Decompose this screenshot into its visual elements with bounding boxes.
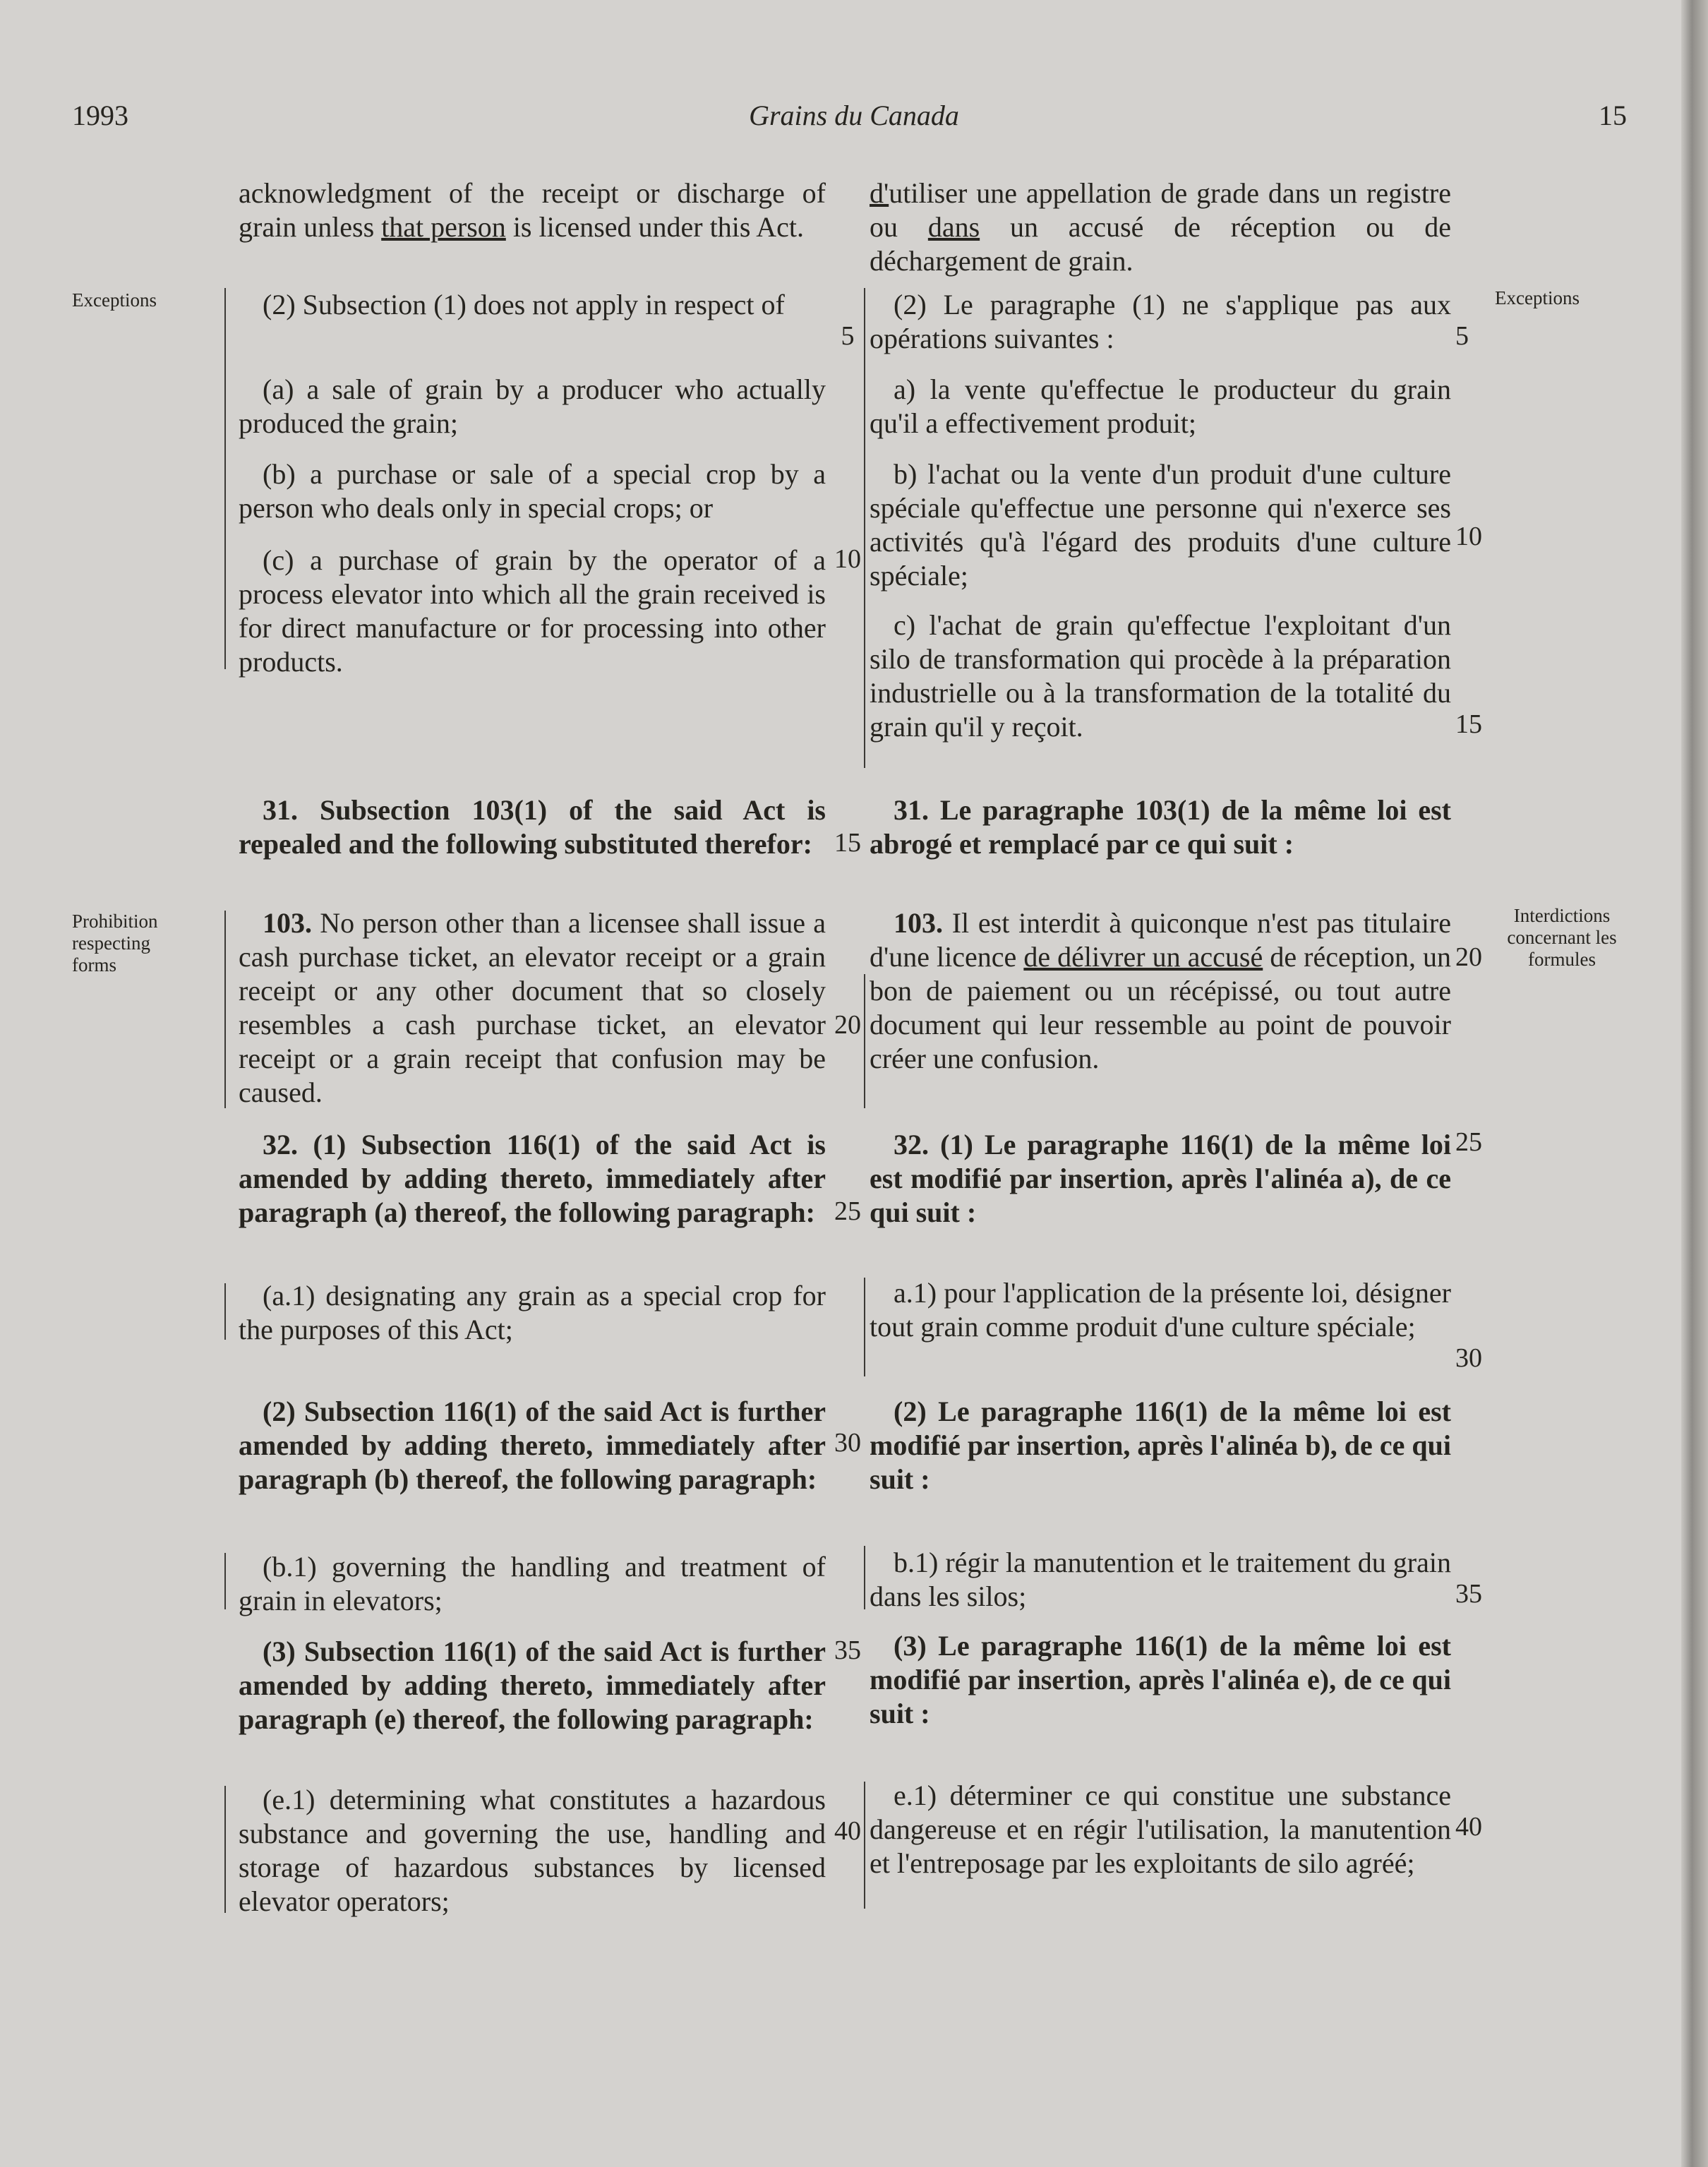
en-section-32-1: 32. (1) Subsection 116(1) of the said Act is amended by adding thereto, immediately after paragraph (a) thereof, the following paragraph: (239, 1129, 826, 1228)
line-number-25: 25 (1455, 1127, 1482, 1157)
fr-subsection-2: (2) Le paragraphe (1) ne s'applique pas aux opérations suivantes : (870, 289, 1451, 354)
line-number-5: 5 (841, 321, 855, 351)
en-paragraph-a1: (a.1) designating any grain as a special crop for the purposes of this Act; (239, 1280, 826, 1345)
fr-paragraph-e1: e.1) déterminer ce qui constitue une substance dangereuse et en régir l'utilisation, la manutention et l'entreposage par les exploitants de silo agréé; (870, 1779, 1451, 1879)
line-number-10: 10 (1455, 522, 1482, 551)
en-paragraph-a: (a) a sale of grain by a producer who actually produced the grain; (239, 373, 826, 439)
change-bar (224, 911, 226, 1108)
line-number-30: 30 (1455, 1343, 1482, 1373)
margin-note-exceptions-fr: Exceptions (1495, 287, 1580, 308)
fr-section-32-1: 32. (1) Le paragraphe 116(1) de la même loi est modifié par insertion, après l'alinéa a), de ce qui suit : (870, 1129, 1451, 1228)
header-year: 1993 (72, 100, 128, 131)
line-number-10: 10 (834, 544, 861, 574)
header-page-number: 15 (1599, 100, 1627, 131)
change-bar (864, 1278, 865, 1376)
fr-section-32-3: (3) Le paragraphe 116(1) de la même loi est modifié par insertion, après l'alinéa e), de ce qui suit : (870, 1630, 1451, 1729)
line-number-40: 40 (834, 1816, 861, 1846)
change-bar (224, 288, 226, 669)
en-section-103: 103. No person other than a licensee shall issue a cash purchase ticket, an elevator receipt or a grain receipt or any other document that so closely resembles a cash purchase ticket, an elevator receipt or a grain receipt that confusion may be caused. (239, 907, 826, 1108)
change-bar (224, 1283, 226, 1340)
fr-paragraph-b1: b.1) régir la manutention et le traitement du grain dans les silos; (870, 1547, 1451, 1612)
line-number-15: 15 (834, 828, 861, 858)
change-bar (224, 1786, 226, 1913)
en-subsection-2: (2) Subsection (1) does not apply in respect of (263, 289, 785, 320)
line-number-35: 35 (834, 1635, 861, 1665)
fr-section-103: 103. Il est interdit à quiconque n'est pas titulaire d'une licence de délivrer un accusé de réception, un bon de paiement ou un récépissé, ou tout autre document qui leur ressemble au point de pouvoir créer une confusion. (870, 907, 1452, 1074)
fr-section-32-2: (2) Le paragraphe 116(1) de la même loi est modifié par insertion, après l'alinéa b), de ce qui suit : (870, 1395, 1451, 1495)
margin-note-prohibition-fr: Interdictions concernant les formules (1507, 905, 1617, 970)
en-paragraph-b1: (b.1) governing the handling and treatment of grain in elevators; (239, 1551, 826, 1616)
en-paragraph-e1: (e.1) determining what constitutes a hazardous substance and governing the use, handling and storage of hazardous substances by licensed elevator operators; (239, 1784, 826, 1917)
line-number-25: 25 (834, 1196, 861, 1226)
margin-note-exceptions-en: Exceptions (72, 289, 157, 311)
fr-paragraph-b: b) l'achat ou la vente d'un produit d'une culture spéciale qu'effectue une personne qui n'exerce ses activités qu'à l'égard des produits d'une culture spéciale; (870, 458, 1451, 592)
fr-continuation: d'utiliser une appellation de grade dans un registre ou dans un accusé de réception ou de déchargement de grain. (870, 177, 1451, 277)
header-title: Grains du Canada (749, 100, 959, 131)
fr-paragraph-a1: a.1) pour l'application de la présente loi, désigner tout grain comme produit d'une culture spéciale; (870, 1277, 1451, 1343)
change-bar (864, 974, 865, 1108)
fr-paragraph-c: c) l'achat de grain qu'effectue l'exploitant d'un silo de transformation qui procède à la préparation industrielle ou à la transformation de la totalité du grain qu'il y reçoit. (870, 609, 1451, 743)
en-section-31: 31. Subsection 103(1) of the said Act is repealed and the following substituted therefor: (239, 794, 826, 860)
en-continuation: acknowledgment of the receipt or discharge of grain unless that person is licensed under this Act. (239, 177, 826, 243)
line-number-35: 35 (1455, 1579, 1482, 1609)
en-paragraph-c: (c) a purchase of grain by the operator of a process elevator into which all the grain received is for direct manufacture or for processing into other products. (239, 544, 826, 678)
page-edge-shadow (1681, 0, 1708, 2167)
en-section-32-3: (3) Subsection 116(1) of the said Act is further amended by adding thereto, immediately after paragraph (e) thereof, the following paragraph: (239, 1635, 826, 1735)
line-number-40: 40 (1455, 1812, 1482, 1842)
margin-note-prohibition-en: Prohibition respecting forms (72, 911, 158, 976)
en-section-32-2: (2) Subsection 116(1) of the said Act is further amended by adding thereto, immediately after paragraph (b) thereof, the following paragraph: (239, 1395, 826, 1495)
fr-paragraph-a: a) la vente qu'effectue le producteur du grain qu'il a effectivement produit; (870, 373, 1451, 439)
change-bar (224, 1553, 226, 1609)
line-number-30: 30 (834, 1428, 861, 1458)
fr-section-31: 31. Le paragraphe 103(1) de la même loi est abrogé et remplacé par ce qui suit : (870, 794, 1451, 860)
change-bar (864, 1546, 865, 1609)
change-bar (864, 288, 865, 768)
line-number-5: 5 (1455, 321, 1469, 351)
line-number-20: 20 (834, 1010, 861, 1040)
en-paragraph-b: (b) a purchase or sale of a special crop by a person who deals only in special crops; or (239, 458, 826, 524)
line-number-20: 20 (1455, 942, 1482, 972)
line-number-15: 15 (1455, 709, 1482, 739)
